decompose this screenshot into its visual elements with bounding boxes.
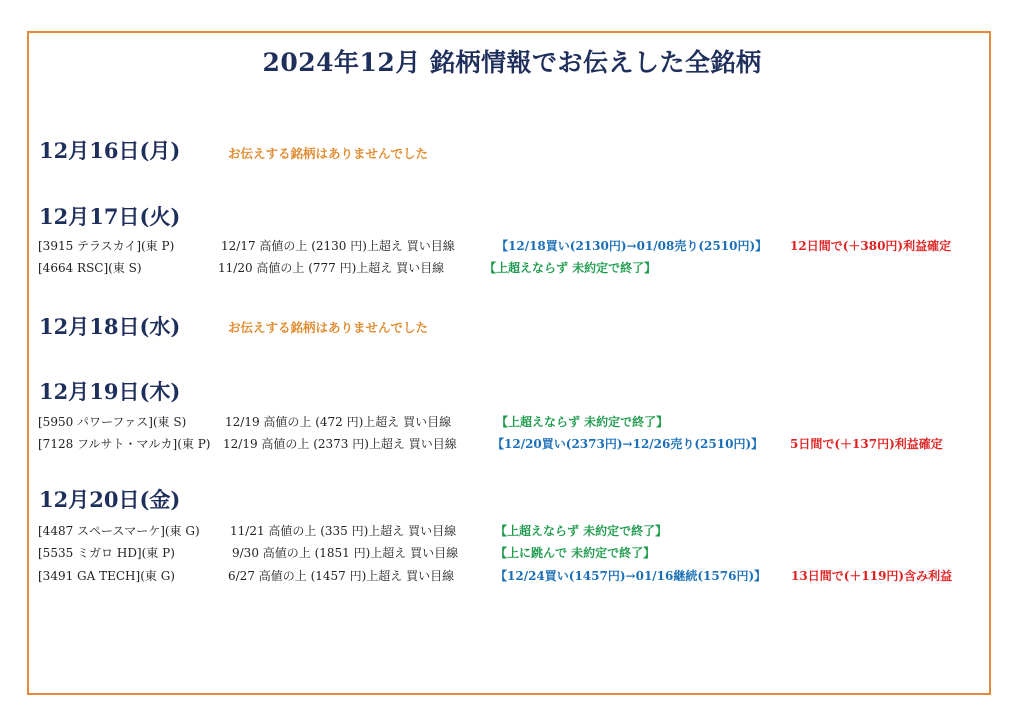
no-stock-note-1216: お伝えする銘柄はありませんでした — [228, 146, 429, 161]
day-heading-1217: 12月17日(火) — [39, 204, 181, 229]
no-stock-note-1218: お伝えする銘柄はありませんでした — [228, 320, 429, 335]
day-heading-1216: 12月16日(月) — [39, 138, 181, 163]
document-frame — [27, 31, 991, 695]
stock-code: [3915 テラスカイ](東 P) — [38, 239, 175, 253]
stock-signal: 11/20 高値の上 (777 円)上超え 買い目線 — [218, 261, 445, 275]
day-heading-1220: 12月20日(金) — [39, 487, 181, 512]
stock-code: [5950 パワーファス](東 S) — [38, 415, 187, 429]
stock-result: 【12/20買い(2373円)→12/26売り(2510円)】 — [492, 437, 764, 451]
stock-code: [3491 GA TECH](東 G) — [38, 569, 175, 583]
stock-result: 【上超えならず 未約定で終了】 — [496, 415, 669, 429]
stock-result: 【上超えならず 未約定で終了】 — [495, 524, 668, 538]
stock-outcome: 12日間で(＋380円)利益確定 — [790, 239, 952, 253]
stock-outcome: 5日間で(＋137円)利益確定 — [790, 437, 943, 451]
stock-code: [7128 フルサト・マルカ](東 P) — [38, 437, 211, 451]
stock-signal: 12/19 高値の上 (472 円)上超え 買い目線 — [225, 415, 452, 429]
stock-result: 【上超えならず 未約定で終了】 — [484, 261, 657, 275]
stock-outcome: 13日間で(＋119円)含み利益 — [791, 569, 953, 583]
day-heading-1218: 12月18日(水) — [39, 314, 181, 339]
stock-signal: 6/27 高値の上 (1457 円)上超え 買い目線 — [228, 569, 455, 583]
day-heading-1219: 12月19日(木) — [39, 379, 181, 404]
stock-code: [4664 RSC](東 S) — [38, 261, 142, 275]
stock-result: 【上に跳んで 未約定で終了】 — [495, 546, 656, 560]
stock-signal: 9/30 高値の上 (1851 円)上超え 買い目線 — [232, 546, 459, 560]
stock-result: 【12/18買い(2130円)→01/08売り(2510円)】 — [496, 239, 768, 253]
stock-result: 【12/24買い(1457円)→01/16継続(1576円)】 — [495, 569, 767, 583]
page-title: 2024年12月 銘柄情報でお伝えした全銘柄 — [262, 48, 762, 77]
stock-code: [5535 ミガロ HD](東 P) — [38, 546, 175, 560]
stock-code: [4487 スペースマーケ](東 G) — [38, 524, 200, 538]
stock-signal: 12/17 高値の上 (2130 円)上超え 買い目線 — [221, 239, 455, 253]
stock-signal: 11/21 高値の上 (335 円)上超え 買い目線 — [230, 524, 457, 538]
stock-signal: 12/19 高値の上 (2373 円)上超え 買い目線 — [223, 437, 457, 451]
